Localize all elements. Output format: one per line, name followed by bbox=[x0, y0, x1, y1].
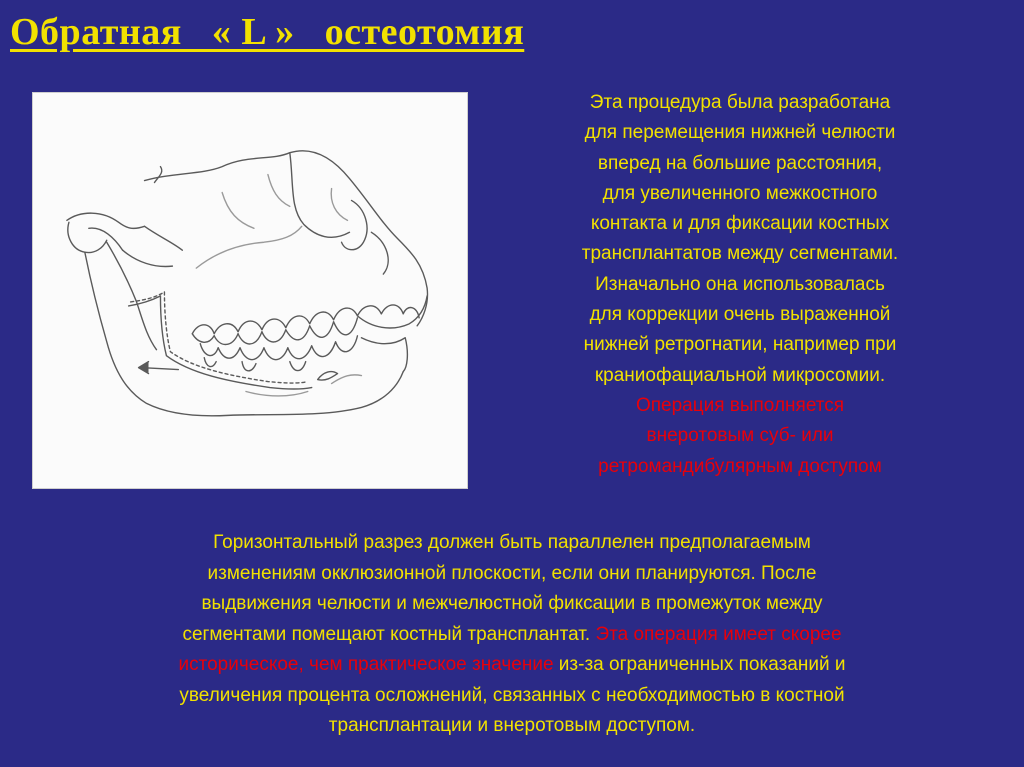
description-line: нижней ретрогнатии, например при bbox=[583, 334, 897, 356]
description-line: для коррекции очень выраженной bbox=[589, 304, 891, 326]
highlight-text: Эта операция имеет скорее bbox=[595, 623, 842, 645]
bottom-line: изменениям окклюзионной плоскости, если они планируются. После bbox=[207, 562, 817, 584]
bottom-text: сегментами помещают костный трансплантат. bbox=[182, 623, 596, 645]
approach-line: Операция выполняется bbox=[635, 394, 845, 416]
mandible-figure bbox=[32, 92, 468, 489]
bottom-line: выдвижения челюсти и межчелюстной фиксации в промежуток между bbox=[201, 593, 823, 614]
bottom-line bbox=[40, 620, 984, 651]
bottom-text: из-за ограниченных показаний и bbox=[553, 654, 846, 675]
description-line: контакта и для фиксации костных bbox=[590, 213, 890, 235]
description-line: для перемещения нижней челюсти bbox=[584, 122, 896, 144]
highlight-text: историческое, чем практическое значение bbox=[178, 654, 554, 675]
bottom-line: увеличения процента осложнений, связанных с необходимостью в костной bbox=[179, 684, 845, 706]
description-line: Эта процедура была разработана bbox=[589, 92, 891, 113]
description-line: для увеличенного межкостного bbox=[602, 182, 878, 204]
description-line: вперед на большие расстояния, bbox=[597, 152, 883, 174]
bottom-paragraph bbox=[40, 528, 984, 742]
bottom-line: Горизонтальный разрез должен быть параллелен предполагаемым bbox=[213, 532, 811, 553]
slide-title: Обратная « L » остеотомия bbox=[10, 11, 525, 53]
mandible-osteotomy-icon bbox=[33, 93, 467, 488]
description-text bbox=[490, 88, 990, 482]
approach-line: ретромандибулярным доступом bbox=[598, 455, 882, 477]
description-line: Изначально она использовалась bbox=[595, 273, 885, 295]
bottom-line: трансплантации и внеротовым доступом. bbox=[328, 715, 696, 736]
description-line: краниофациальной микросомии. bbox=[594, 364, 886, 386]
bottom-line bbox=[40, 650, 984, 681]
approach-line: внеротовым суб- или bbox=[646, 425, 834, 447]
description-line: трансплантатов между сегментами. bbox=[581, 243, 899, 265]
